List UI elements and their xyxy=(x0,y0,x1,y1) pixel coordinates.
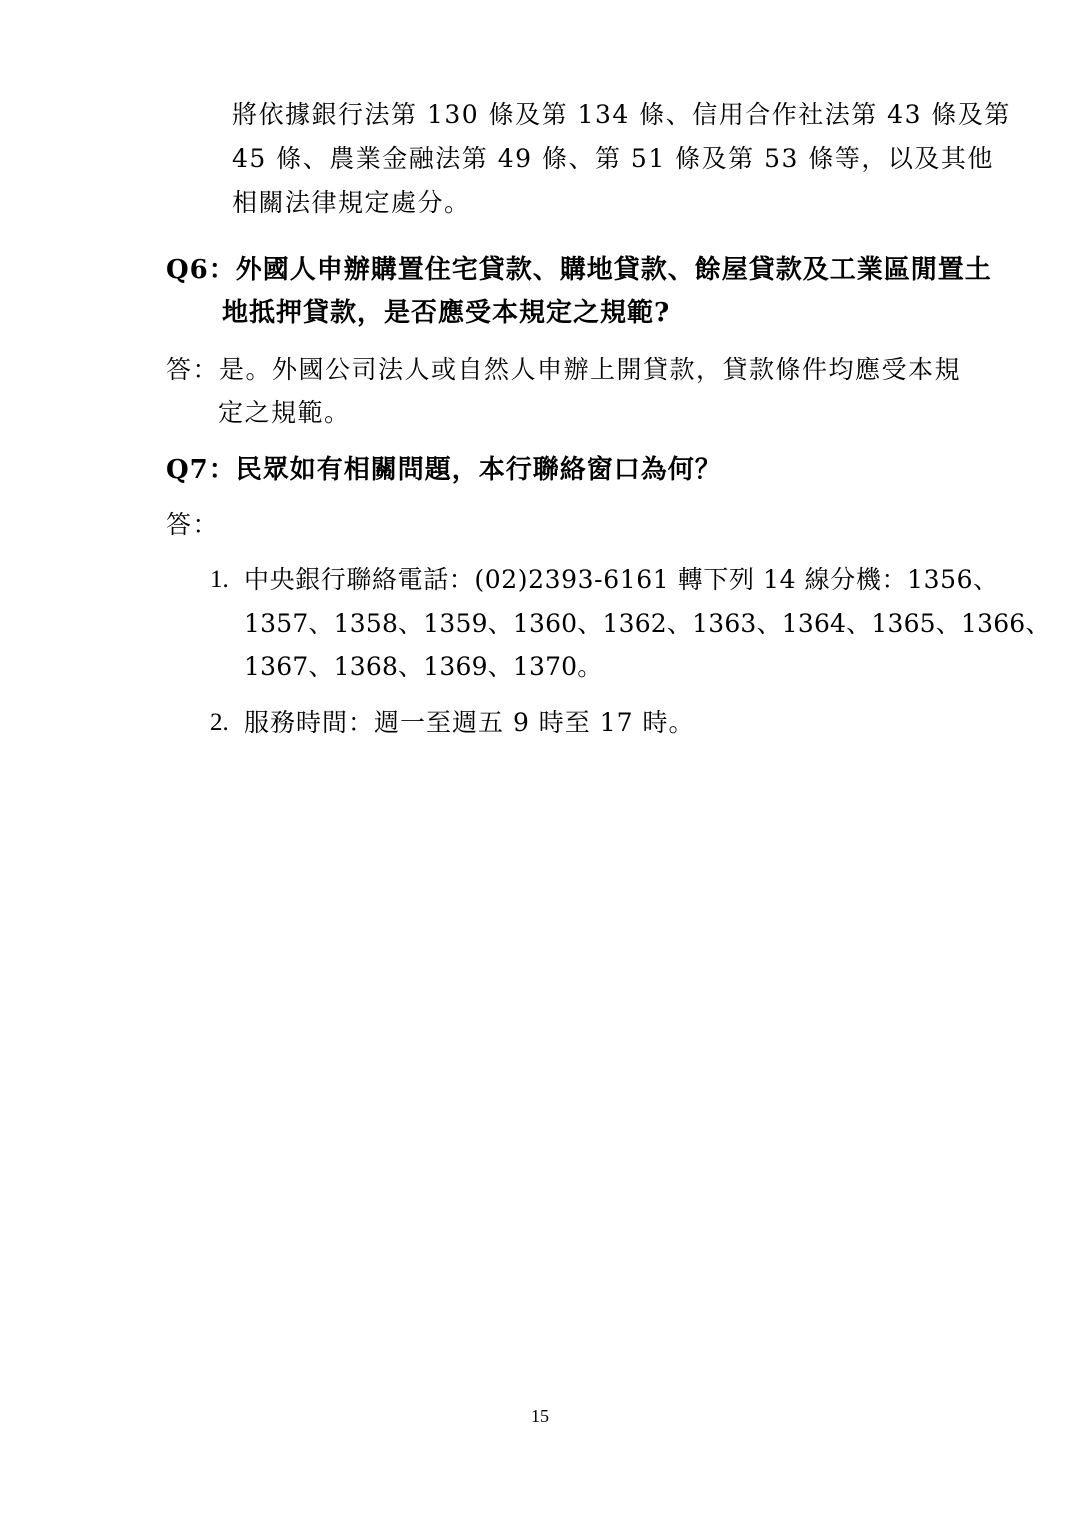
question-6-line-1: Q6：外國人申辦購置住宅貸款、購地貸款、餘屋貸款及工業區閒置土 xyxy=(166,255,992,285)
list-item-1-line-3: 1367、1368、1369、1370。 xyxy=(244,652,603,681)
continuation-line-3: 相關法律規定處分。 xyxy=(232,188,471,217)
list-item-1-line-1: 中央銀行聯絡電話：(02)2393-6161 轉下列 14 線分機：1356、 xyxy=(244,565,999,594)
list-item-1-number: 1. xyxy=(210,566,229,593)
list-item-1-line-2: 1357、1358、1359、1360、1362、1363、1364、1365、1366、 xyxy=(244,609,1051,638)
question-6-line-2: 地抵押貸款，是否應受本規定之規範? xyxy=(222,298,671,328)
answer-6-line-1: 答：是。外國公司法人或自然人申辦上開貸款，貸款條件均應受本規 xyxy=(166,355,962,384)
answer-6-line-2: 定之規範。 xyxy=(218,398,351,427)
page-number: 15 xyxy=(531,1406,549,1426)
list-item-2-line-1: 服務時間：週一至週五 9 時至 17 時。 xyxy=(244,708,695,737)
answer-7-label: 答： xyxy=(166,510,220,539)
continuation-line-2: 45 條、農業金融法第 49 條、第 51 條及第 53 條等，以及其他 xyxy=(232,144,994,173)
list-item-2-number: 2. xyxy=(210,709,229,736)
continuation-line-1: 將依據銀行法第 130 條及第 134 條、信用合作社法第 43 條及第 xyxy=(232,100,1011,129)
question-7: Q7：民眾如有相關問題，本行聯絡窗口為何？ xyxy=(166,455,722,485)
